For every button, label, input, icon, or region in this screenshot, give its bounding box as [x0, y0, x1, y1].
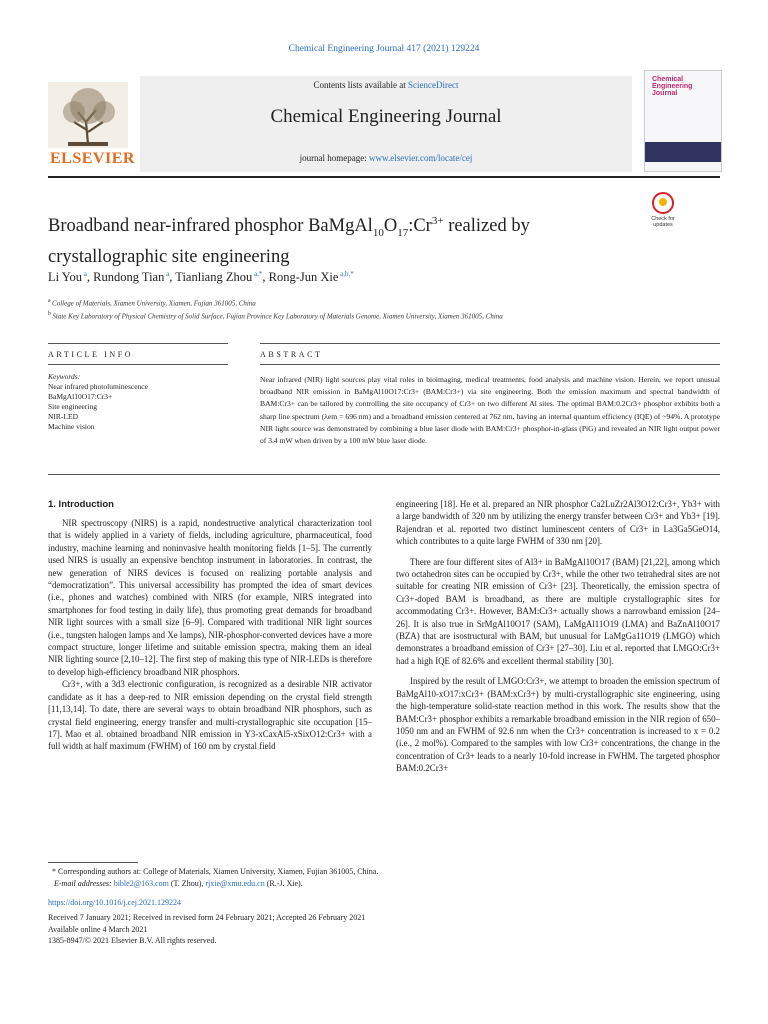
email-link[interactable]: bible2@163.com	[113, 879, 169, 888]
journal-reference[interactable]: Chemical Engineering Journal 417 (2021) 129224	[288, 44, 480, 54]
paragraph: NIR spectroscopy (NIRS) is a rapid, nondestructive analytical characterization tool that is widely applied in a variety of fields, including agriculture, pharmaceutical, food industry, machine learning and noninvasive health monitoring fields [1–5]. The currently used NIRS is usually an expensive benchtop instrument in laboratories. In contrast, the new generation of NIRS devices is focused on realizing portable analysis and “democratization”. This universal accessibility has prompted the idea of smart devices (i.e., phones and watches) combined with NIRS (for example, NIRS integrated into smartphones for food testing in daily life), thus promoting great demands for broadband NIR light sources with a small size [6–9]. Compared with traditional NIR light sources (i.e., tungsten halogen lamps and Xe lamps), NIR-phosphor-converted devices have a more compact structure, longer lifetime and suitable emission spectra, making them an ideal NIR lighting source [2,10–12]. The first step of making this type of NIR-LEDs is therefore to develop high-efficiency broadband NIR phosphors.	[48, 518, 372, 677]
check-for-updates-badge[interactable]	[646, 192, 680, 234]
header-rule	[48, 176, 720, 178]
publisher-wordmark: ELSEVIER	[50, 150, 135, 167]
affiliation: $^b$ State Key Laboratory of Physical Chemistry of Solid Surface, Fujian Province Key Laboratory of Materials Genome, Xiamen University, Xiamen 361005, China	[48, 311, 503, 321]
abstract-text: Near infrared (NIR) light sources play vital roles in bioimaging, medical treatments, food analysis and machine vision. Herein, we report unusual broadband NIR emission in BaMgAl10O17:Cr3+ (BAM:Cr3+) via site engineering. Both the emission maximum and spectral bandwidth of BAM:Cr3+ can be tailored by controlling the site occupancy of Cr3+ on two different Al sites. The optimal BAM:0.2Cr3+ phosphor exhibits both a sharp line spectrum (λem = 696 nm) and a broadband emission centered at 762 nm, having an internal quantum efficiency (IQE) of ~94%. A prototype NIR light source was demonstrated by combining a blue laser diode with BAM:Cr3+ phosphor-in-glass (PiG) and revealed an NIR light output power of 3.4 mW when driven by a 100 mW blue laser diode.	[260, 375, 720, 446]
author-affiliation-mark[interactable]: a,b,*	[338, 270, 354, 278]
keyword: Machine vision	[48, 422, 95, 431]
email-link[interactable]: rjxie@xmu.edu.cn	[205, 879, 265, 888]
check-updates-icon	[652, 192, 674, 214]
author-name[interactable]: Rundong Tian	[93, 270, 165, 285]
abstract-heading: ABSTRACT	[260, 350, 323, 359]
author-list: Li You $^a$, Rundong Tian $^a$, Tianliang Zhou $^{a,*}$, Rong-Jun Xie $^{a,b,*}$	[48, 270, 354, 285]
author-affiliation-mark[interactable]: a,*	[252, 270, 263, 278]
received-dates: Received 7 January 2021; Received in revised form 24 February 2021; Accepted 26 February 2021	[48, 913, 366, 922]
contents-prefix: Contents lists available at	[313, 80, 408, 90]
keyword: Site engineering	[48, 402, 97, 411]
doi-link[interactable]: https://doi.org/10.1016/j.cej.2021.129224	[48, 898, 181, 907]
keywords-label: Keywords:	[48, 372, 81, 381]
online-date: Available online 4 March 2021	[48, 924, 148, 934]
paragraph: Cr3+, with a 3d3 electronic configuration, is recognized as a desirable NIR activator candidate as it has a deep-red to NIR emission depending on the crystal field strength [11,13,14]. To date, there are several ways to obtain broadband NIR phosphors, such as crystal field engineering, energy transfer and multi-crystallographic site occupation [15–17]. Mao et al. obtained broadband NIR emission in Y3-xCaxAl5-xSixO12:Cr3+ with a full width at half maximum (FWHM) of 160 nm by crystal field	[48, 679, 372, 752]
homepage-prefix: journal homepage:	[299, 153, 370, 163]
paragraph: There are four different sites of Al3+ in BaMgAl10O17 (BAM) [21,22], among which two octahedron sites can be occupied by Cr3+, while the other two tetrahedral sites are not suitable for creating NIR emission of Cr3+ [23]. Theoretically, the emission spectra of Cr3+-doped BAM is broadband, as there are multiple crystallographic sites for accommodating Cr3+. However, BAM:Cr3+ actually shows a narrowband emission [24–26]. It is also true in SrMgAl10O17 (SAM), LaMgAl11O19 (LMA) and BaZnAl10O17 (BZA) that are isostructural with BAM, but unusual for LaMgGa11O19 (LMGO) which demonstrates a broadband emission of Cr3+ [27–30]. Liu et al. reported that LMGO:Cr3+ had a high IQE of 82.6% and excellent thermal stability [30].	[396, 556, 720, 666]
check-updates-label: Check for updates	[651, 216, 675, 228]
paragraph: Inspired by the result of LMGO:Cr3+, we attempt to broaden the emission spectrum of BaMgAl10-xO17:xCr3+ (BAM:xCr3+) by multi-crystallographic site engineering, using the high-temperature solid-state reaction method in this work. The results show that the BAM:Cr3+ phosphor exhibits a remarkable broadband emission in the NIR region of 650–1050 nm and an FWHM of 92.6 nm when the Cr3+ concentration is increased to x = 0.2 (i.e., 2 mol%). Compared to the samples with low Cr3+ concentrations, the change in the concentration of Cr3+ leads to a nearly 10-fold increase in FWHM. The targeted phosphor BAM:0.2Cr3+	[396, 676, 720, 774]
email-line: E-mail addresses: bible2@163.com (T. Zhou), rjxie@xmu.edu.cn (R.-J. Xie).	[54, 879, 303, 888]
article-info-heading: ARTICLE INFO	[48, 350, 134, 359]
body-column-left	[48, 517, 372, 753]
journal-title: Chemical Engineering Journal	[270, 106, 502, 127]
copyright: 1385-8947/© 2021 Elsevier B.V. All rights reserved.	[48, 936, 217, 945]
paragraph: engineering [18]. He et al. prepared an NIR phosphor Ca2LuZr2Al3O12:Cr3+, Yb3+ with a large bandwidth of 320 nm by utilizing the energy transfer between Cr3+ and Yb3+ [19]. Rajendran et al. reported two distinct luminescent centers of Cr3+ in La3Ga5GeO14, which contributes to a quite large FWHM of 330 nm [20].	[396, 499, 720, 547]
author-name[interactable]: Tianliang Zhou	[175, 270, 253, 285]
corresponding-author-note: * Corresponding authors at: College of Materials, Xiamen University, Xiamen, Fujian 361005, China.	[48, 867, 379, 876]
keyword: NIR-LED	[48, 412, 78, 421]
affiliations	[48, 296, 503, 323]
cover-band	[645, 142, 721, 162]
divider	[48, 343, 228, 344]
author-affiliation-mark[interactable]: a	[164, 270, 170, 278]
body-column-right	[396, 498, 720, 775]
homepage-line	[140, 153, 632, 163]
footnote-rule	[48, 862, 138, 863]
keywords-list	[48, 382, 148, 432]
footnotes	[48, 866, 720, 890]
author-name[interactable]: Rong-Jun Xie	[268, 270, 339, 285]
keyword: Near infrared photoluminescence	[48, 382, 148, 391]
cover-title: Chemical Engineering Journal	[652, 76, 693, 97]
paper-title: Broadband near-infrared phosphor $BaMgAl_{10}O_{17}:Cr^{3+}$ realized by crystallographic site engineering	[48, 215, 530, 267]
homepage-link[interactable]: www.elsevier.com/locate/cej	[369, 153, 473, 163]
contents-line	[140, 80, 632, 90]
author-name[interactable]: Li You	[48, 270, 83, 285]
section-heading: 1. Introduction	[48, 499, 114, 510]
affiliation: $^a$ College of Materials, Xiamen University, Xiamen, Fujian 361005, China	[48, 298, 256, 308]
sciencedirect-link[interactable]: ScienceDirect	[408, 80, 459, 90]
divider	[260, 364, 720, 365]
divider	[260, 343, 720, 344]
divider	[48, 364, 228, 365]
article-history	[48, 912, 365, 947]
keyword: BaMgAl10O17:Cr3+	[48, 392, 113, 401]
author-affiliation-mark[interactable]: a	[82, 270, 87, 278]
keywords-block	[48, 372, 148, 432]
divider	[48, 474, 720, 475]
